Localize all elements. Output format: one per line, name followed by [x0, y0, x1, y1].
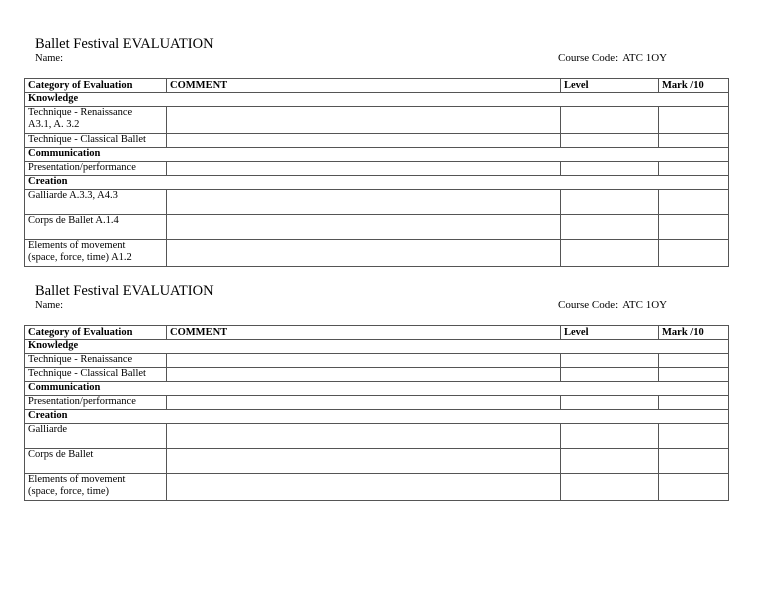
name-label: Name: — [35, 53, 63, 64]
table-row — [25, 162, 729, 176]
section-creation: Creation — [25, 410, 729, 424]
comment-cell[interactable] — [167, 368, 561, 382]
category-label-line1: Elements of movement — [28, 474, 126, 485]
table-row — [25, 368, 729, 382]
section-communication: Communication — [25, 148, 729, 162]
mark-cell[interactable] — [659, 449, 729, 474]
comment-cell[interactable] — [167, 162, 561, 176]
category-label: Technique - Classical Ballet — [25, 368, 167, 382]
table-row — [25, 449, 729, 474]
mark-cell[interactable] — [659, 107, 729, 134]
mark-cell[interactable] — [659, 424, 729, 449]
level-cell[interactable] — [561, 354, 659, 368]
level-cell[interactable] — [561, 240, 659, 267]
header-level: Level — [561, 79, 659, 93]
mark-cell[interactable] — [659, 474, 729, 501]
header-mark: Mark /10 — [659, 326, 729, 340]
category-label-line1: Technique - Renaissance — [28, 107, 133, 118]
level-cell[interactable] — [561, 107, 659, 134]
table-header-row — [25, 326, 729, 340]
category-cell — [25, 474, 167, 501]
form-title: Ballet Festival EVALUATION — [35, 283, 214, 299]
level-cell[interactable] — [561, 449, 659, 474]
comment-cell[interactable] — [167, 354, 561, 368]
mark-cell[interactable] — [659, 134, 729, 148]
comment-cell[interactable] — [167, 190, 561, 215]
section-creation: Creation — [25, 176, 729, 190]
table-row — [25, 134, 729, 148]
table-row — [25, 424, 729, 449]
category-label: Corps de Ballet — [25, 449, 167, 474]
header-category: Category of Evaluation — [25, 326, 167, 340]
course-code-label: Course Code: — [558, 52, 619, 64]
category-label-line2: (space, force, time) — [28, 486, 110, 497]
table-row — [25, 215, 729, 240]
course-code-value: ATC 1OY — [622, 52, 668, 64]
category-label-line2: (space, force, time) A1.2 — [28, 252, 132, 263]
category-label-line2: A3.1, A. 3.2 — [28, 119, 80, 130]
name-label: Name: — [35, 300, 63, 311]
course-code-label: Course Code: — [558, 299, 619, 311]
category-label: Corps de Ballet A.1.4 — [25, 215, 167, 240]
header-comment: COMMENT — [167, 79, 561, 93]
category-label: Technique - Classical Ballet — [25, 134, 167, 148]
level-cell[interactable] — [561, 134, 659, 148]
level-cell[interactable] — [561, 424, 659, 449]
comment-cell[interactable] — [167, 134, 561, 148]
header-mark: Mark /10 — [659, 79, 729, 93]
level-cell[interactable] — [561, 215, 659, 240]
evaluation-table — [24, 78, 729, 267]
category-cell — [25, 107, 167, 134]
level-cell[interactable] — [561, 190, 659, 215]
category-cell — [25, 240, 167, 267]
section-knowledge-row — [25, 340, 729, 354]
section-knowledge: Knowledge — [25, 93, 729, 107]
category-label: Galliarde — [25, 424, 167, 449]
level-cell[interactable] — [561, 368, 659, 382]
course-code — [558, 299, 667, 312]
table-row — [25, 240, 729, 267]
comment-cell[interactable] — [167, 449, 561, 474]
mark-cell[interactable] — [659, 396, 729, 410]
course-code-value: ATC 1OY — [622, 299, 668, 311]
level-cell[interactable] — [561, 162, 659, 176]
level-cell[interactable] — [561, 474, 659, 501]
mark-cell[interactable] — [659, 240, 729, 267]
section-communication: Communication — [25, 382, 729, 396]
category-label: Galliarde A.3.3, A4.3 — [25, 190, 167, 215]
header-comment: COMMENT — [167, 326, 561, 340]
course-code — [558, 52, 667, 65]
table-row — [25, 107, 729, 134]
section-communication-row — [25, 148, 729, 162]
section-knowledge: Knowledge — [25, 340, 729, 354]
table-row — [25, 354, 729, 368]
section-communication-row — [25, 382, 729, 396]
comment-cell[interactable] — [167, 424, 561, 449]
comment-cell[interactable] — [167, 396, 561, 410]
table-header-row — [25, 79, 729, 93]
comment-cell[interactable] — [167, 240, 561, 267]
section-creation-row — [25, 176, 729, 190]
evaluation-table — [24, 325, 729, 501]
category-label: Technique - Renaissance — [25, 354, 167, 368]
mark-cell[interactable] — [659, 162, 729, 176]
table-row — [25, 190, 729, 215]
section-knowledge-row — [25, 93, 729, 107]
mark-cell[interactable] — [659, 354, 729, 368]
header-level: Level — [561, 326, 659, 340]
comment-cell[interactable] — [167, 474, 561, 501]
table-row — [25, 396, 729, 410]
comment-cell[interactable] — [167, 107, 561, 134]
section-creation-row — [25, 410, 729, 424]
category-label: Presentation/performance — [25, 162, 167, 176]
level-cell[interactable] — [561, 396, 659, 410]
category-label: Presentation/performance — [25, 396, 167, 410]
form-title: Ballet Festival EVALUATION — [35, 36, 214, 52]
comment-cell[interactable] — [167, 215, 561, 240]
category-label-line1: Elements of movement — [28, 240, 126, 251]
mark-cell[interactable] — [659, 215, 729, 240]
header-category: Category of Evaluation — [25, 79, 167, 93]
table-row — [25, 474, 729, 501]
mark-cell[interactable] — [659, 190, 729, 215]
mark-cell[interactable] — [659, 368, 729, 382]
